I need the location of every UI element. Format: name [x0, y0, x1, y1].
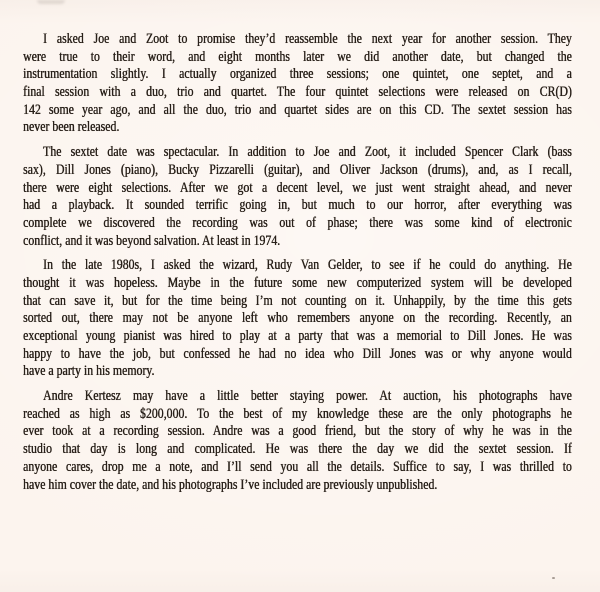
text-line: have a party in his memory.: [23, 363, 155, 380]
text-line: exceptional young pianist was hired to play at a party that was a memorial to Dill Jones. He was: [23, 328, 572, 344]
paragraph: [23, 144, 572, 250]
text-line: anyone cares, drop me a note, and I’ll send you all the details. Suffice to say, I was thrilled to: [23, 458, 572, 475]
text-line: complete we discovered the recording was out of phase; there was some kind of electronic: [23, 214, 572, 231]
text-line: The sextet date was spectacular. In addition to Joe and Zoot, it included Spencer Clark (bass: [43, 144, 572, 161]
text-line: instrumentation slightly. I actually organized three sessions; one quintet, one septet, and a: [23, 66, 572, 83]
text-line: sorted out, there may not be anyone left who remembers anyone on the recording. Recently, an: [23, 310, 572, 327]
text-line: there were eight selections. After we got a decent level, we just went straight ahead, and never: [23, 179, 572, 196]
text-line: final session with a duo, trio and quartet. The four quintet selections were released on CR(D): [23, 84, 572, 101]
text-line: conflict, and it was beyond salvation. At least in 1974.: [23, 232, 281, 249]
text-line: Andre Kertesz may have a little better staying power. At auction, his photographs have: [43, 388, 572, 405]
text-line: 142 some year ago, and all the duo, trio and quartet sides are on this CD. The sextet session has: [23, 101, 572, 118]
text-line: reached as high as $200,000. To the best of my knowledge these are the only photographs he: [23, 405, 572, 422]
text-line: happy to have the job, but confessed he had no idea who Dill Jones was or why anyone would: [23, 345, 572, 362]
text-line: had a playback. It sounded terrific going in, but much to our horror, after everything was: [23, 197, 572, 214]
text-line: were true to their word, and eight months later we did another date, but changed the: [23, 48, 572, 65]
paragraph: [23, 257, 572, 381]
text-line: In the late 1980s, I asked the wizard, Rudy Van Gelder, to see if he could do anything. He: [43, 257, 572, 274]
text-line: thought it was hopeless. Maybe in the future some new computerized system will be developed: [23, 274, 572, 291]
paragraph: [23, 388, 572, 494]
text-line: ever took at a recording session. Andre was a good friend, but the story of why he was in the: [23, 423, 572, 440]
paragraph: [23, 31, 572, 137]
scan-smudge-artifact: [37, 0, 65, 4]
text-line: that can save it, but for the time being I’m not counting on it. Unhappily, by the time this gets: [23, 292, 572, 309]
text-line: have him cover the date, and his photographs I’ve included are previously unpublished.: [23, 476, 438, 493]
text-line: studio that day is long and complicated. He was there the day we did the sextet session. If: [23, 441, 572, 458]
scan-speck-artifact: [552, 577, 555, 579]
liner-notes: [23, 31, 572, 501]
text-line: I asked Joe and Zoot to promise they’d reassemble the next year for another session. They: [43, 31, 572, 47]
text-line: never been released.: [23, 119, 120, 136]
text-line: sax), Dill Jones (piano), Bucky Pizzarelli (guitar), and Oliver Jackson (drums), and, as I recall,: [23, 161, 572, 178]
